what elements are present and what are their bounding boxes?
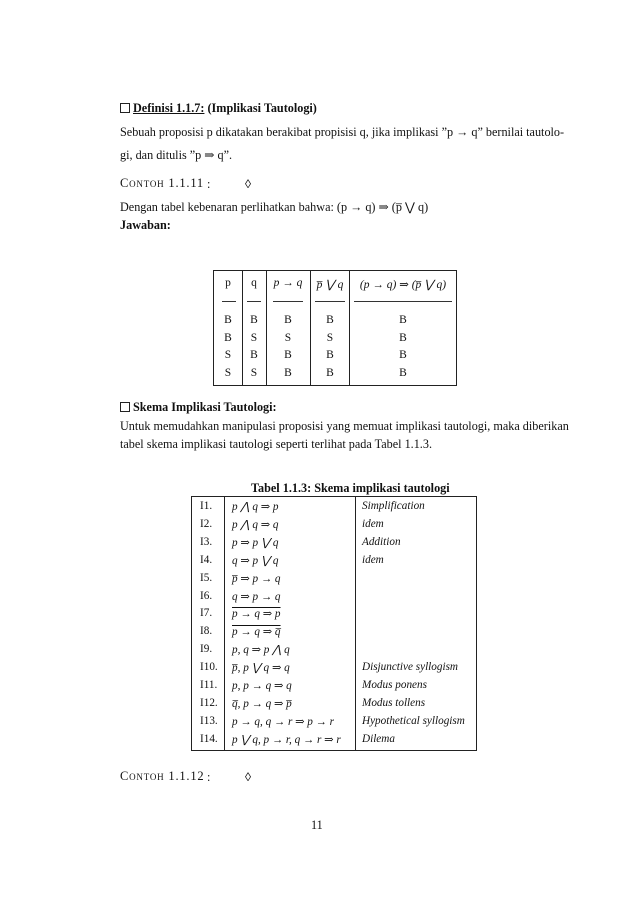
diamond-icon: ◊ [245, 770, 252, 784]
tt-header-implication: p → q [273, 277, 303, 289]
tt-cell: B [250, 314, 258, 326]
row-name: Simplification [362, 500, 425, 512]
row-formula: p ⋀ q ⇒ p [232, 501, 279, 513]
tt-header-disjunction: p̅ ⋁ q [316, 279, 344, 291]
row-formula: p ⋁ q, p → r, q → r ⇒ r [232, 733, 341, 746]
table-row [192, 715, 476, 732]
row-formula: p → q, q → r ⇒ p → r [232, 715, 334, 728]
row-formula: p ⇒ p ⋁ q [232, 536, 279, 549]
row-id: I1. [200, 500, 213, 512]
definition-line-2: gi, dan ditulis ”p ⇒ q”. [120, 148, 233, 162]
row-name: Disjunctive syllogism [362, 661, 459, 674]
table-row [192, 518, 476, 535]
definition-title: Definisi 1.1.7: [133, 101, 205, 115]
table-row [192, 679, 476, 696]
tt-cell: B [326, 314, 334, 326]
tt-header-p: p [225, 277, 231, 289]
row-id: I4. [200, 553, 213, 566]
tt-cell: B [399, 314, 407, 326]
table-row [192, 607, 476, 624]
example-label: Contoh 1.1.12 [120, 769, 205, 783]
tt-header-result: (p → q) ⇒ (p̅ ⋁ q) [359, 279, 447, 291]
tt-cell: B [399, 349, 407, 361]
row-name: Hypothetical syllogism [362, 714, 465, 727]
page-number: 11 [311, 818, 323, 832]
row-name: idem [362, 553, 384, 566]
row-id: I8. [200, 625, 213, 638]
table-row [192, 536, 476, 553]
schema-title: Skema Implikasi Tautologi: [133, 400, 277, 414]
table-row [192, 733, 476, 750]
table-row [192, 643, 476, 660]
tt-cell: S [224, 349, 232, 361]
table-row [192, 590, 476, 607]
tt-cell: B [399, 367, 407, 379]
row-name: idem [362, 517, 384, 530]
row-id: I9. [200, 643, 213, 656]
tt-cell: B [284, 349, 292, 361]
definition-heading [120, 101, 317, 116]
truth-table [213, 270, 457, 386]
tt-cell: B [399, 332, 407, 344]
tt-cell: S [224, 367, 232, 379]
example-question: Dengan tabel kebenaran perlihatkan bahwa: (p → q) ⇒ (p̅ ⋁ q) [120, 200, 429, 214]
table-caption: Tabel 1.1.3: Skema implikasi tautologi [251, 481, 450, 495]
schema-heading [120, 400, 277, 415]
tt-cell: S [250, 367, 258, 379]
square-bullet-icon [120, 103, 130, 113]
row-formula: p → q ⇒ q̅ [232, 626, 281, 639]
table-row [192, 572, 476, 589]
row-formula: q̅, p → q ⇒ p̅ [232, 697, 292, 710]
tt-cell: B [250, 349, 258, 361]
schema-table [191, 496, 477, 751]
row-formula: p, q ⇒ p ⋀ q [232, 644, 290, 657]
table-row [192, 661, 476, 678]
row-formula: q ⇒ p ⋁ q [232, 554, 279, 567]
definition-subtitle: (Implikasi Tautologi) [207, 101, 317, 115]
row-id: I3. [200, 535, 213, 548]
square-bullet-icon [120, 402, 130, 412]
schema-line-1: Untuk memudahkan manipulasi proposisi yang memuat implikasi tautologi, maka diberikan [120, 419, 569, 433]
row-id: I14. [200, 732, 218, 745]
row-name: Modus ponens [362, 679, 427, 691]
row-formula: p ⋀ q ⇒ q [232, 518, 279, 531]
row-id: I2. [200, 517, 213, 530]
row-name: Modus tollens [362, 696, 426, 709]
row-id: I5. [200, 571, 213, 584]
diamond-icon: ◊ [245, 177, 252, 191]
row-formula: p̅, p ⋁ q ⇒ q [232, 662, 290, 675]
row-id: I11. [200, 679, 218, 691]
tt-cell: B [224, 314, 232, 326]
table-row [192, 625, 476, 642]
row-id: I6. [200, 589, 213, 602]
tt-cell: S [284, 332, 292, 344]
table-row [192, 500, 476, 517]
example-colon: : [207, 770, 211, 784]
tt-header-q: q [251, 277, 257, 289]
row-id: I10. [200, 661, 218, 674]
row-id: I7. [200, 607, 213, 620]
tt-cell: S [326, 332, 334, 344]
row-formula: p → q ⇒ p [232, 608, 281, 621]
row-name: Addition [362, 535, 401, 548]
row-formula: q ⇒ p → q [232, 590, 281, 603]
tt-cell: B [284, 367, 292, 379]
example-label: Contoh 1.1.11 [120, 176, 204, 190]
table-row [192, 697, 476, 714]
answer-label: Jawaban: [120, 218, 171, 232]
table-row [192, 554, 476, 571]
row-id: I12. [200, 696, 218, 709]
tt-cell: B [284, 314, 292, 326]
row-name: Dilema [362, 732, 395, 745]
tt-cell: S [250, 332, 258, 344]
schema-line-2: tabel skema implikasi tautologi seperti terlihat pada Tabel 1.1.3. [120, 437, 432, 451]
row-id: I13. [200, 714, 218, 727]
example-colon: : [207, 177, 211, 191]
row-formula: p, p → q ⇒ q [232, 680, 292, 692]
row-formula: p̅ ⇒ p → q [232, 572, 281, 585]
tt-cell: B [224, 332, 232, 344]
tt-cell: B [326, 349, 334, 361]
tt-cell: B [326, 367, 334, 379]
definition-line-1: Sebuah proposisi p dikatakan berakibat propisisi q, jika implikasi ”p → q” bernilai tautolo- [120, 125, 565, 139]
